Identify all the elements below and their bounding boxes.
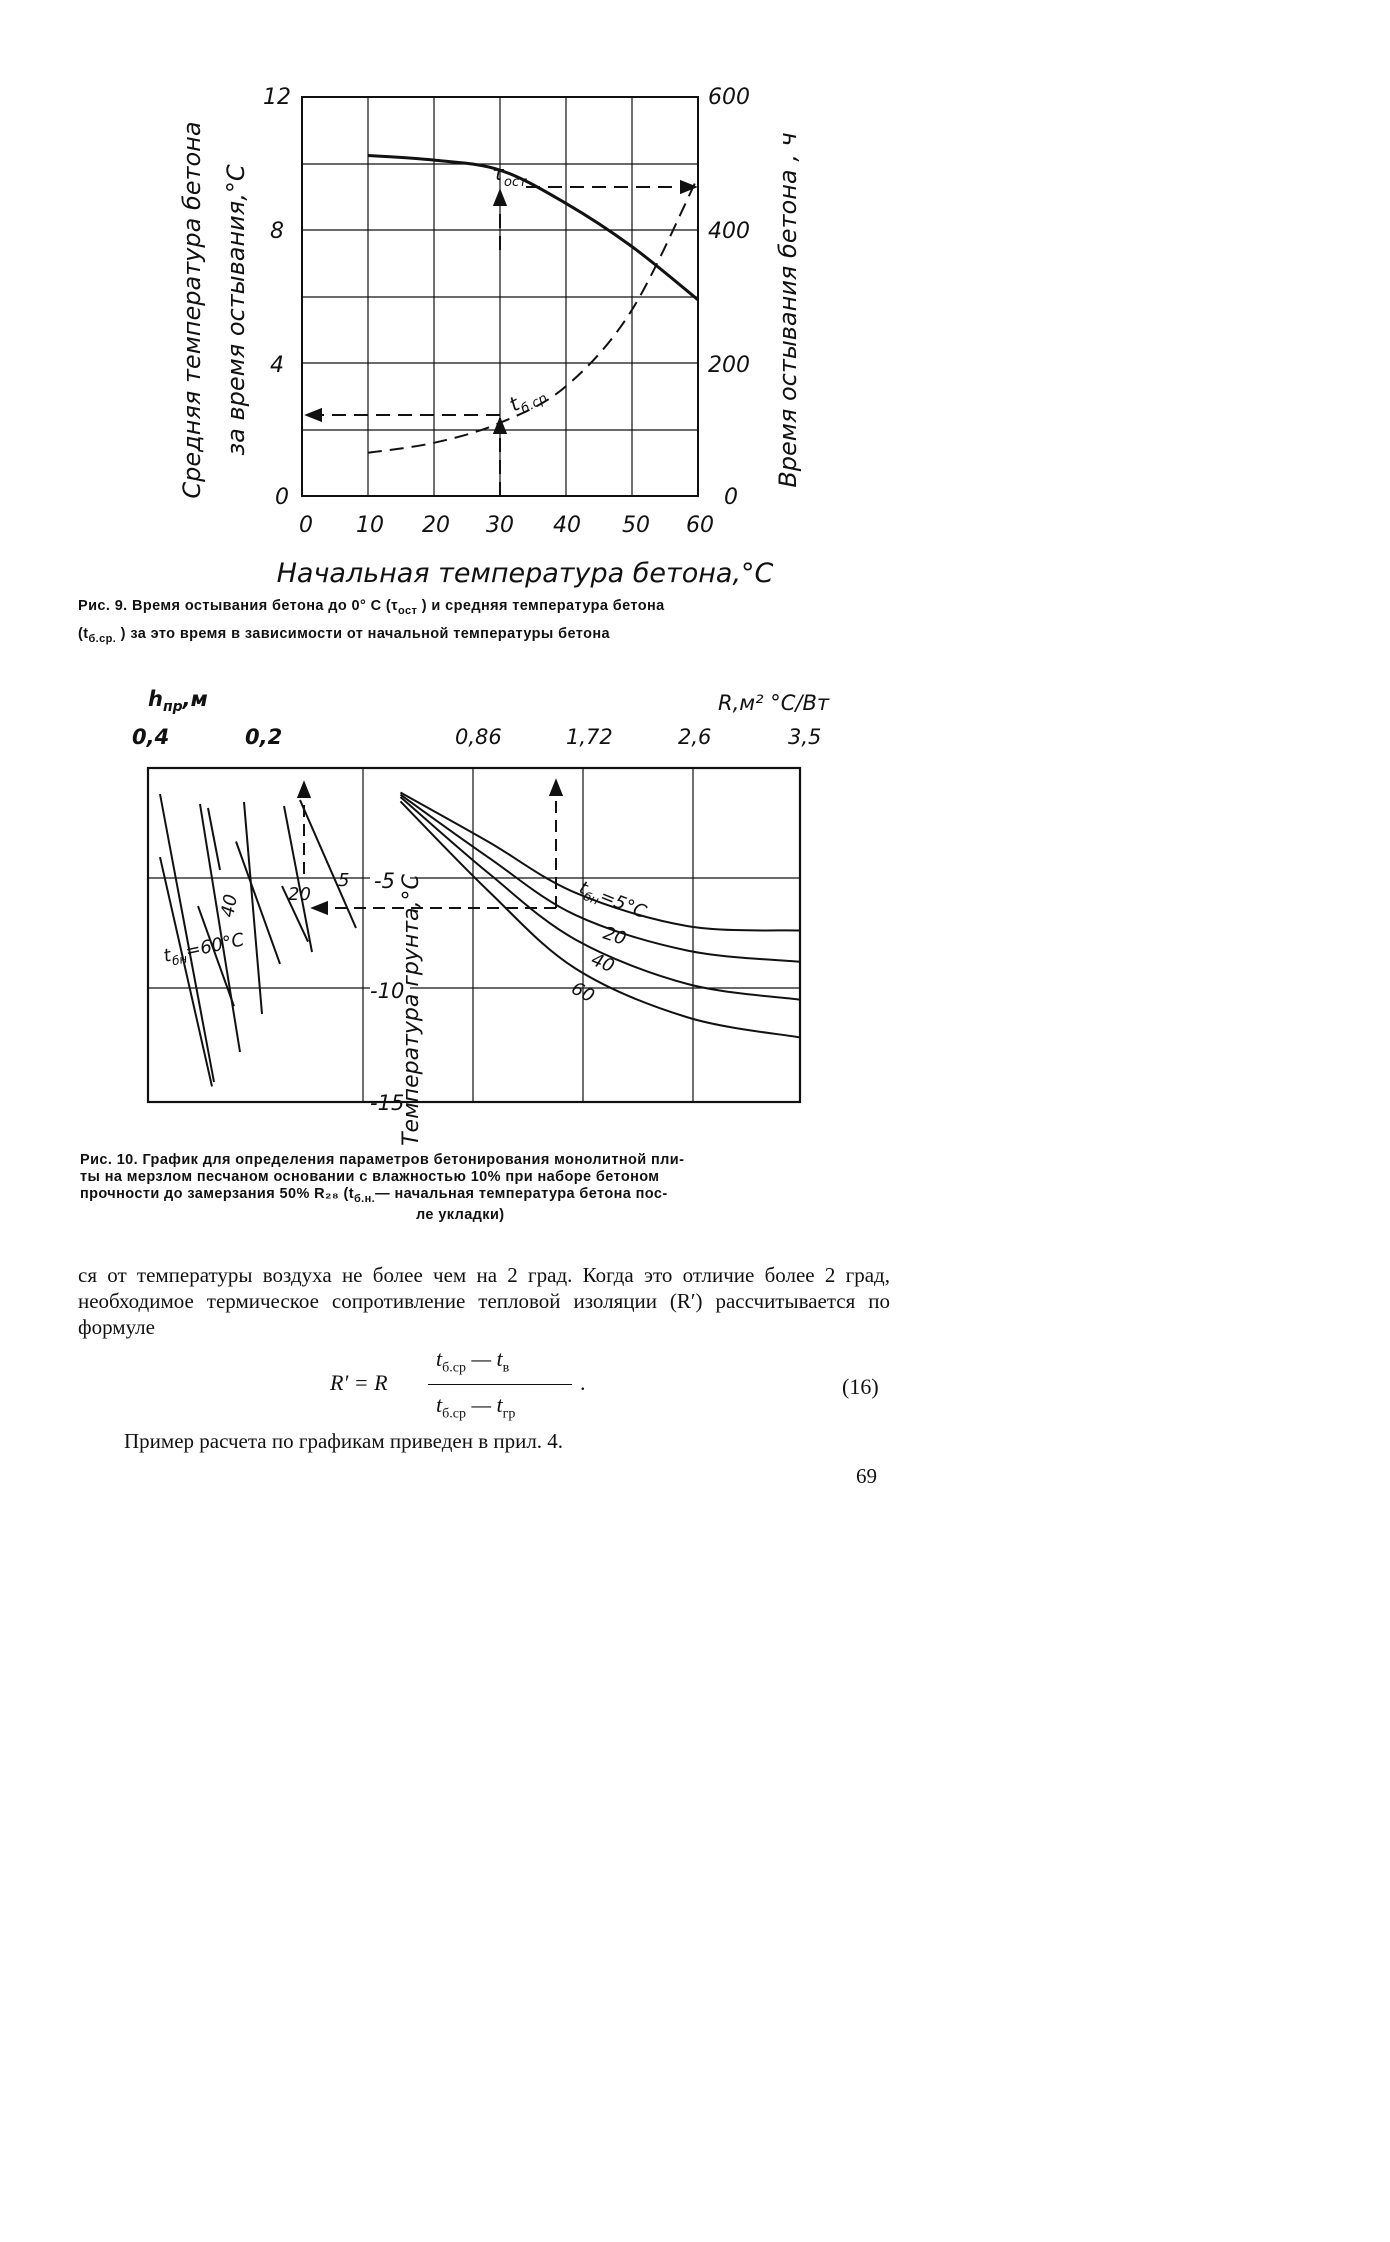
x-tick: 40 [553,513,581,538]
formula-numerator: $t_{б.ср}$ — $t_в$ [436,1346,510,1376]
left-tick: 12 [263,85,291,110]
formula-number: (16) [842,1374,879,1399]
fig10-caption-line-4: ле укладки) [416,1207,505,1223]
left-tick: 8 [270,219,284,244]
example-sentence: Пример расчета по графикам приведен в прил. 4. [124,1429,564,1453]
fig9-left-ticks [263,85,291,510]
r-tick: 2,6 [678,725,712,749]
right-family-curve [400,792,800,930]
left-family-label-40: 40 [217,892,242,919]
left-family-label-t: $t_{бн}=60^\circ С$ [161,929,247,969]
right-family-label-40: 40 [588,949,618,978]
fig10-ground-axis-title: Температура грунта,°С [399,874,424,1146]
fig9-left-axis-title-2: за время остывания,°С [222,164,250,456]
formula-dot: . [580,1370,586,1395]
formula-denominator: $t_{б.ср}$ — $t_{гр}$ [436,1392,516,1422]
r-tick: 1,72 [566,725,613,749]
h-tick: 0,2 [245,725,283,749]
body-paragraph: ся от температуры воздуха не более чем на 2 град. Когда это отличие более 2 град, необходимое термическое сопротивление тепловой изоляции (R′) рассчитывается по формуле [78,1263,890,1339]
right-family-label-t: $t_{бн}=5^\circ С$ [576,877,650,924]
fig10-right-curves [400,792,800,1037]
fig10-caption-line-1: Рис. 10. График для определения параметров бетонирования монолитной пли- [80,1152,685,1168]
tau-ost-curve [368,156,698,300]
x-tick: 60 [686,513,714,538]
t-label: $t_{б.ср}$ [505,390,550,418]
figure-9 [178,85,802,589]
right-family-label-60: 60 [567,977,598,1008]
fig10-r-ticks [455,725,821,749]
x-tick: 0 [299,513,313,538]
x-tick: 30 [486,513,514,538]
fig9-x-ticks [299,513,714,538]
right-tick: 0 [724,485,738,510]
ground-tick: -5 [374,869,395,893]
right-family-label-20: 20 [600,922,629,950]
right-tick: 600 [708,85,750,110]
left-family-label-20: 20 [288,884,311,905]
left-family-curve [284,806,312,952]
fig9-left-axis-title-1: Средняя температура бетона [178,121,206,499]
fig9-caption-line-2: ($t_{б.ср.}$ ) за это время в зависимости от начальной температуры бетона [78,626,610,645]
ground-tick: -15 [370,1091,405,1115]
left-tick: 0 [275,485,289,510]
ground-tick: -10 [370,979,405,1003]
fig10-left-labels [162,870,350,970]
fig9-caption-line-1: Рис. 9. Время остывания бетона до 0° С ($\tau_{ост}$ ) и средняя температура бетона [78,598,665,617]
left-family-curve [160,857,212,1086]
tau-label: $\tau_{ост}$ [492,161,527,190]
h-tick: 0,4 [132,725,170,749]
fig10-caption-line-2: ты на мерзлом песчаном основании с влажностью 10% при наборе бетоном [80,1169,660,1185]
fig10-left-axis-title: $h_{пр},м$ [148,687,208,715]
fig9-grid [302,97,698,496]
right-tick: 400 [708,219,750,244]
left-tick: 4 [270,353,284,378]
left-family-label-5: 5 [338,870,350,891]
fig10-h-ticks [132,725,282,749]
x-tick: 20 [422,513,450,538]
fig9-right-ticks [708,85,750,510]
formula-bar [428,1384,572,1385]
fig10-right-axis-title: R,м² °С/Вт [718,691,830,715]
x-tick: 10 [356,513,384,538]
formula-lhs: R′ = R [330,1370,388,1395]
fig9-guide-arrows [306,187,696,496]
r-tick: 0,86 [455,725,502,749]
figure-10 [132,687,830,1146]
right-tick: 200 [708,353,750,378]
fig9-x-axis-title: Начальная температура бетона,°С [276,558,774,589]
fig10-caption-line-3: прочности до замерзания 50% R₂₈ ($t_{б.н.}—$ начальная температура бетона пос- [80,1186,668,1205]
page-number: 69 [856,1464,877,1488]
r-tick: 3,5 [788,725,822,749]
fig9-right-axis-title: Время остывания бетона , ч [774,132,802,488]
x-tick: 50 [622,513,650,538]
